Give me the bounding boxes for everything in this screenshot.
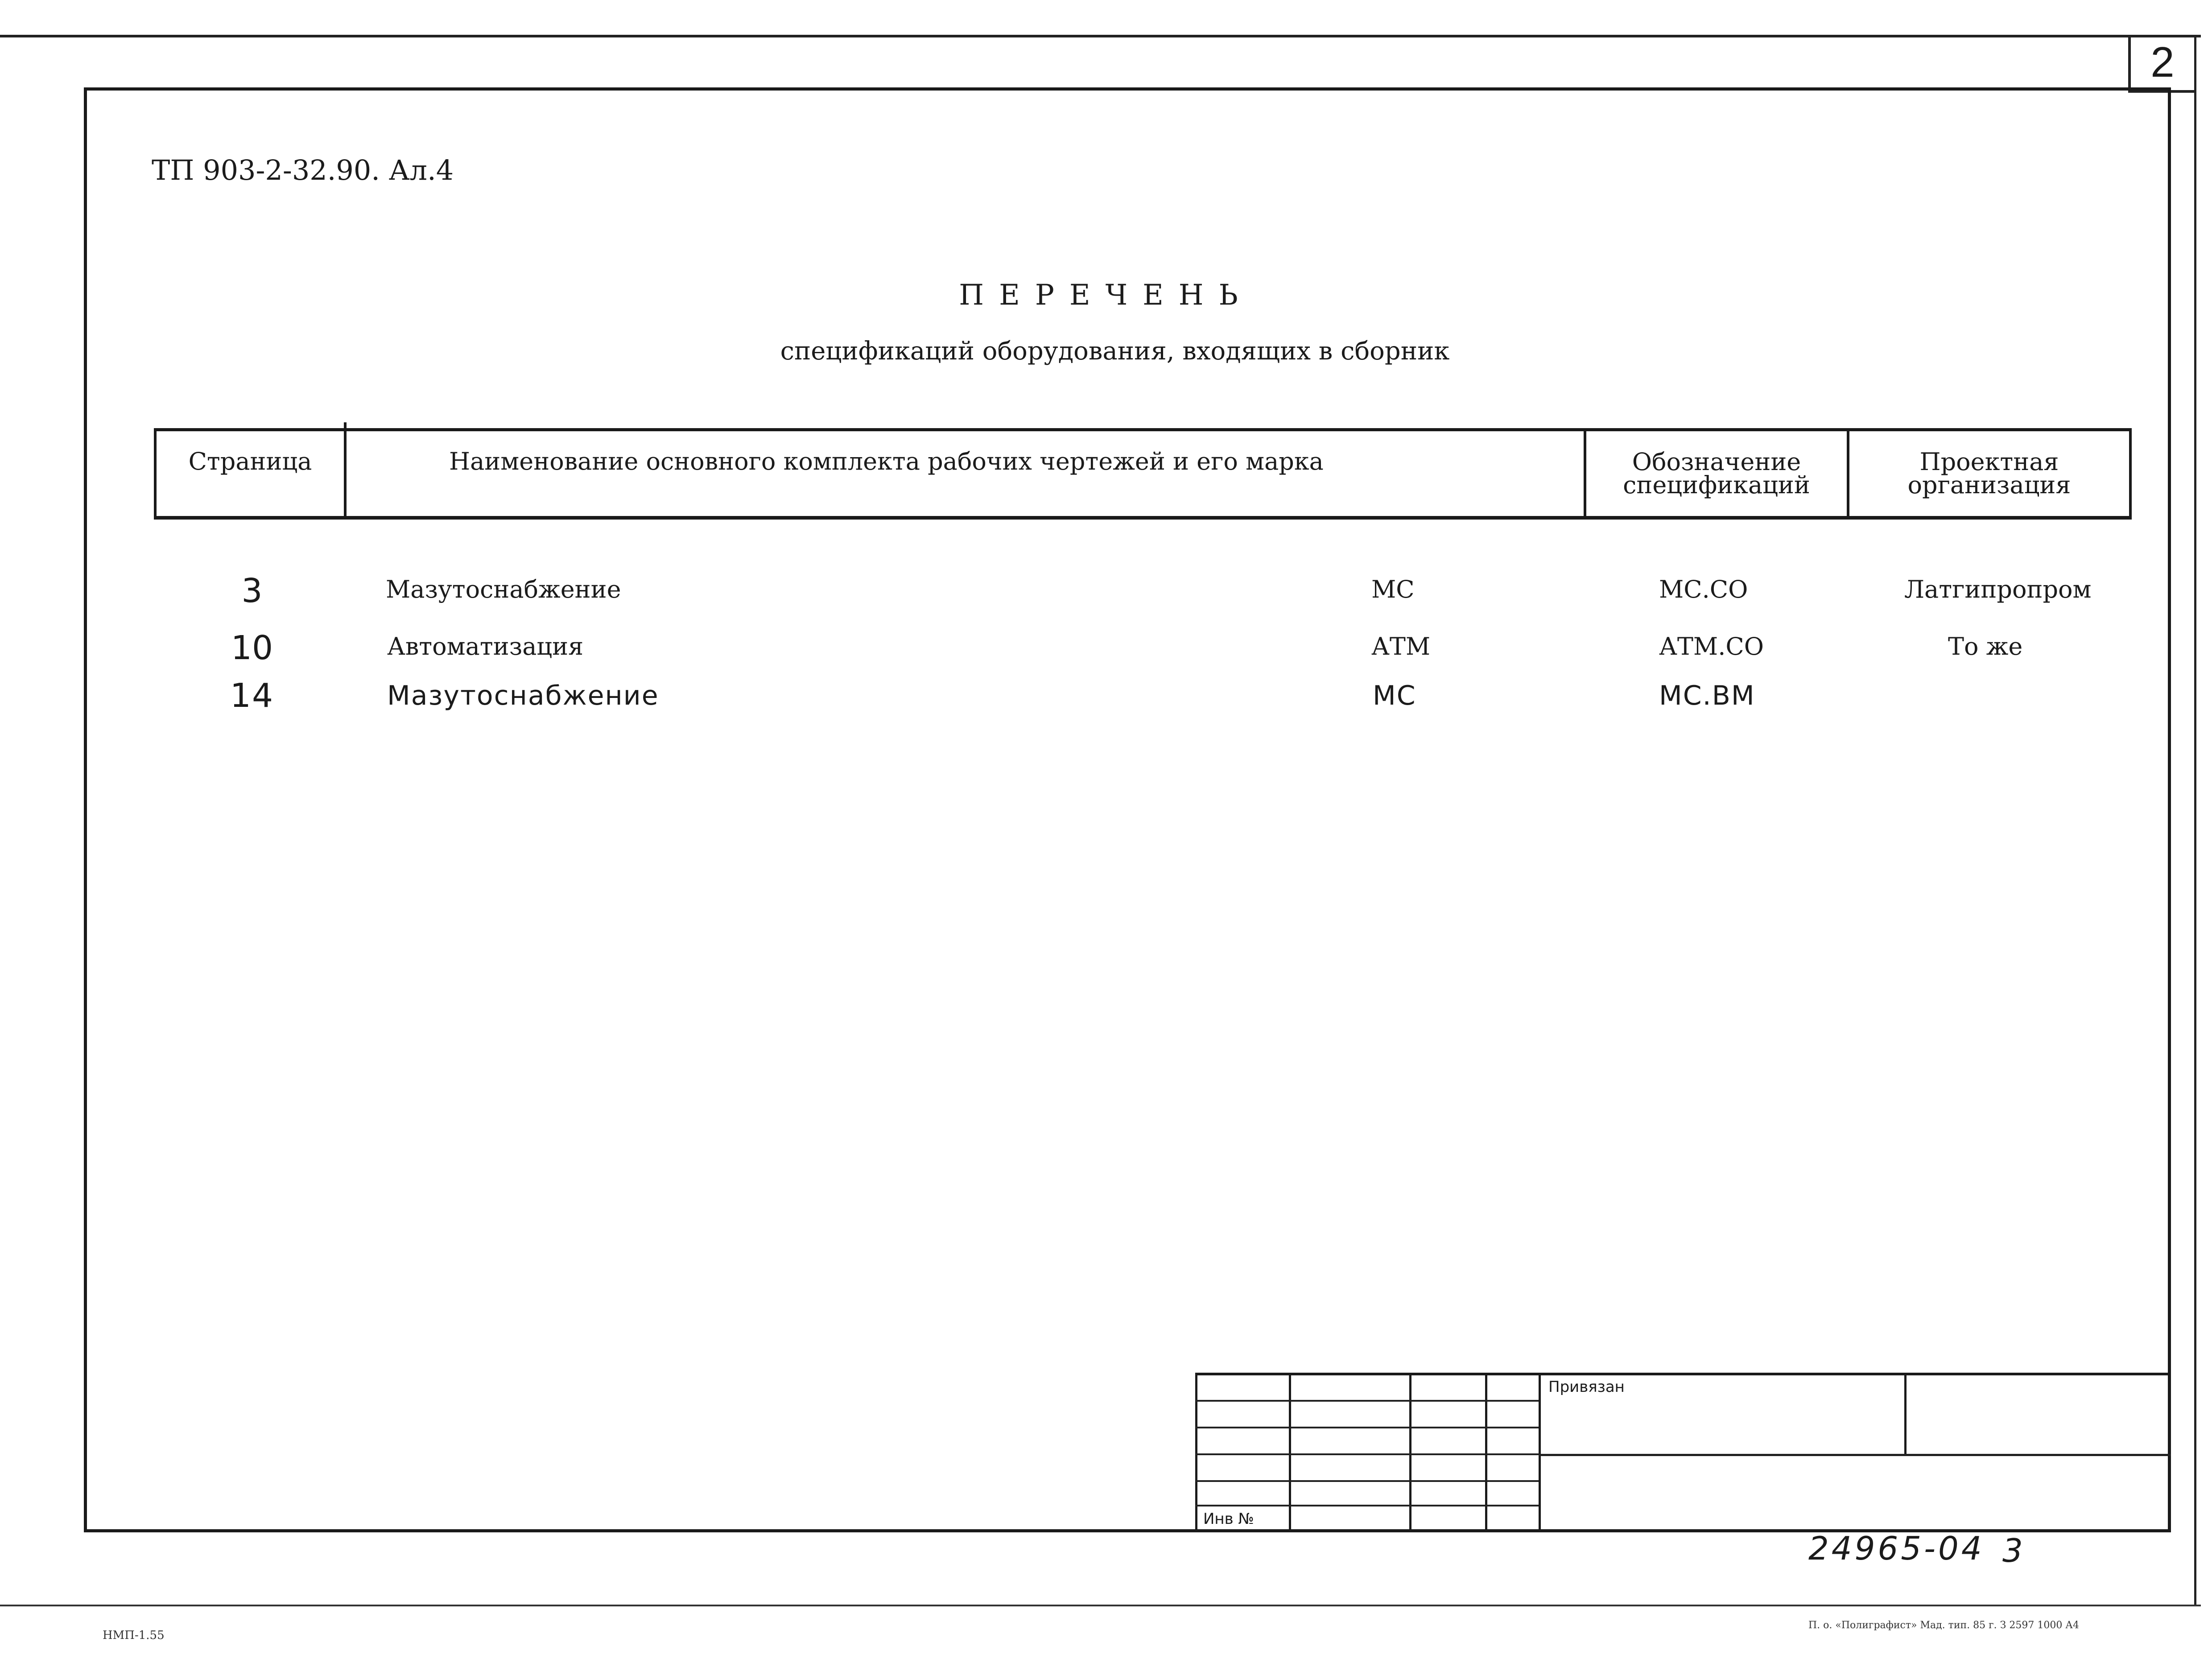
stamp-row-line — [1195, 1453, 1539, 1455]
page-right-line — [2194, 35, 2196, 1605]
row-name: Автоматизация — [387, 632, 584, 660]
title-block-stamp — [1195, 1373, 2171, 1532]
page-title: ПЕРЕЧЕНЬ — [959, 279, 1253, 312]
row-spec: МС.ВМ — [1659, 680, 1755, 711]
header-page: Страница — [188, 447, 312, 475]
archive-sheet: 3 — [2002, 1532, 2026, 1569]
row-mark: МС — [1373, 680, 1416, 711]
table-row — [0, 677, 2212, 720]
header-name: Наименование основного комплекта рабочих чертежей и его марка — [449, 447, 1324, 475]
table-header — [154, 428, 2132, 520]
row-page: 14 — [230, 677, 274, 715]
stamp-bound-label: Привязан — [1548, 1378, 1625, 1396]
page-subtitle: спецификаций оборудования, входящих в сборник — [780, 337, 1450, 366]
header-org-line1: Проектная — [1919, 448, 2059, 476]
stamp-divider — [1904, 1375, 1907, 1454]
row-name: Мазутоснабжение — [386, 575, 621, 603]
stamp-inventory-label: Инв № — [1203, 1510, 1254, 1528]
header-organization — [1849, 431, 2129, 516]
row-org: Латгипропром — [1904, 575, 2092, 603]
row-page: 10 — [231, 629, 273, 667]
row-name: Мазутоснабжение — [387, 680, 659, 711]
row-mark: МС — [1371, 575, 1415, 603]
archive-number: 24965-04 — [1808, 1530, 1985, 1567]
header-designation-line1: Обозначение — [1632, 448, 1801, 476]
stamp-row-line — [1539, 1454, 2171, 1456]
row-spec: АТМ.СО — [1659, 632, 1764, 660]
header-designation-line2: спецификаций — [1623, 471, 1810, 499]
stamp-row-line — [1195, 1480, 1539, 1482]
row-mark: АТМ — [1371, 632, 1431, 660]
sheet-number: 2 — [2128, 35, 2194, 93]
printer-note: П. о. «Полиграфист» Мад. тип. 85 г. З 2597 1000 А4 — [1808, 1620, 2079, 1631]
header-org-line2: организация — [1907, 471, 2071, 499]
row-spec: МС.СО — [1659, 575, 1748, 603]
document-code: ТП 903-2-32.90. Ал.4 — [152, 154, 454, 186]
form-code: НМП-1.55 — [103, 1629, 165, 1642]
page-top-line — [0, 35, 2201, 37]
table-row — [0, 572, 2212, 615]
page-bottom-line — [0, 1605, 2201, 1606]
row-page: 3 — [241, 572, 263, 610]
stamp-row-line — [1195, 1400, 1539, 1402]
header-designation — [1586, 431, 1847, 516]
stamp-row-line — [1195, 1505, 1539, 1506]
stamp-row-line — [1195, 1427, 1539, 1428]
table-row — [0, 629, 2212, 673]
row-org: То же — [1948, 632, 2023, 660]
